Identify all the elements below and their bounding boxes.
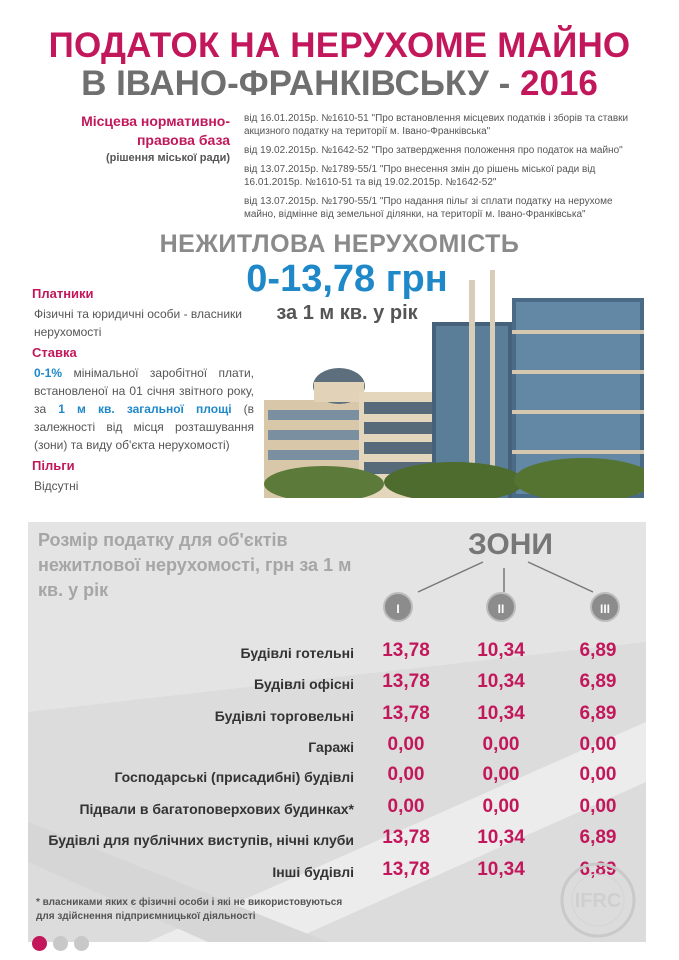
value-zone-1: 0,00 <box>387 796 425 817</box>
zone-2-badge: II <box>486 592 516 622</box>
decision-item: від 16.01.2015р. №1610-51 "Про встановлення місцевих податків і зборів та ставки акцизного податку на території м. Івано-Франківська" <box>244 113 629 137</box>
table-row <box>28 671 646 699</box>
value-zone-2: 10,34 <box>477 703 525 724</box>
value-zone-2: 10,34 <box>477 640 525 661</box>
payers-heading: Платники <box>32 286 94 301</box>
value-zone-3: 0,00 <box>579 764 617 785</box>
zones-label: ЗОНИ <box>468 528 553 561</box>
table-row <box>28 703 646 731</box>
table-row <box>28 640 646 668</box>
pagination <box>32 936 95 956</box>
section-title: НЕЖИТЛОВА НЕРУХОМІСТЬ <box>159 230 520 258</box>
value-zone-1: 13,78 <box>382 859 430 880</box>
table-row <box>28 827 646 855</box>
tax-info <box>32 286 254 499</box>
row-label: Гаражі <box>308 739 354 755</box>
ifrc-logo <box>558 860 638 940</box>
page-title: ПОДАТОК НА НЕРУХОМЕ МАЙНО <box>48 26 631 65</box>
row-label: Інші будівлі <box>272 864 354 880</box>
value-zone-1: 13,78 <box>382 640 430 661</box>
value-zone-2: 0,00 <box>482 734 520 755</box>
value-zone-1: 13,78 <box>382 671 430 692</box>
benefits-text: Відсутні <box>34 479 79 493</box>
value-zone-3: 6,89 <box>579 827 617 848</box>
table-row <box>28 734 646 762</box>
table-row <box>28 796 646 824</box>
page-dot-1[interactable] <box>32 936 47 951</box>
subtitle-year: 2016 <box>520 64 598 103</box>
value-zone-2: 0,00 <box>482 764 520 785</box>
row-label: Будівлі готельні <box>240 645 354 661</box>
table-row <box>28 764 646 792</box>
page-dot-3[interactable] <box>74 936 89 951</box>
payers-text: Фізичні та юридичні особи - власники нерухомості <box>34 307 242 339</box>
value-zone-1: 0,00 <box>387 764 425 785</box>
value-zone-3: 6,89 <box>579 859 617 880</box>
subtitle-city: В ІВАНО-ФРАНКІВСЬКУ - <box>81 64 521 103</box>
decision-item: від 19.02.2015р. №1642-52 "Про затвердження положення про податок на майно" <box>244 145 623 156</box>
rate-heading: Ставка <box>32 345 77 360</box>
price-range: 0-13,78 грн <box>246 258 448 300</box>
tax-table <box>28 522 646 942</box>
page-dot-2[interactable] <box>53 936 68 951</box>
decision-item: від 13.07.2015р. №1790-55/1 "Про надання пільг зі сплати податку на нерухоме майно, відмінне від земельної ділянки, на території м. Івано-Франківська" <box>244 196 613 220</box>
decision-item: від 13.07.2015р. №1789-55/1 "Про внесення змін до рішень міської ради від 16.01.2015р. №1610-51 та від 19.02.2015р. №1642-52" <box>244 164 596 188</box>
benefits-heading: Пільги <box>32 458 75 473</box>
price-unit: за 1 м кв. у рік <box>276 302 418 324</box>
table-row <box>28 859 646 887</box>
value-zone-3: 0,00 <box>579 796 617 817</box>
legal-base-sublabel: (рішення міської ради) <box>105 152 230 164</box>
logo-text: IFRC <box>574 890 622 912</box>
row-label: Будівлі торговельні <box>214 708 354 724</box>
value-zone-2: 10,34 <box>477 671 525 692</box>
page-subtitle <box>0 64 679 104</box>
table-title: Розмір податку для об'єктів нежитлової нерухомості, грн за 1 м кв. у рік <box>38 530 352 600</box>
value-zone-3: 6,89 <box>579 671 617 692</box>
footnote: * власниками яких є фізичні особи і які не використовуються для здійснення підприємницької діяльності <box>36 897 343 922</box>
legal-base-label: Місцева нормативно-правова база <box>81 113 230 148</box>
rate-text-part: мінімальної заробітної плати, встановленої на 01 січня звітного року, за <box>34 366 254 416</box>
value-zone-2: 0,00 <box>482 796 520 817</box>
row-label: Підвали в багатоповерхових будинках* <box>79 801 354 817</box>
rate-text-part: (в залежності від місця розташування (зони) та виду об'єкта нерухомості) <box>34 402 254 452</box>
value-zone-1: 13,78 <box>382 703 430 724</box>
row-label: Господарські (присадибні) будівлі <box>114 769 354 785</box>
value-zone-1: 13,78 <box>382 827 430 848</box>
value-zone-1: 0,00 <box>387 734 425 755</box>
zone-3-badge: III <box>590 592 620 622</box>
row-label: Будівлі для публічних виступів, нічні клуби <box>48 832 354 848</box>
rate-area: 1 м кв. загальної площі <box>58 402 232 416</box>
decisions-list <box>244 112 644 227</box>
value-zone-2: 10,34 <box>477 859 525 880</box>
rate-percent: 0-1% <box>34 366 63 380</box>
zone-1-badge: I <box>383 592 413 622</box>
value-zone-3: 6,89 <box>579 703 617 724</box>
row-label: Будівлі офісні <box>253 676 354 692</box>
value-zone-2: 10,34 <box>477 827 525 848</box>
rate-text <box>34 364 254 454</box>
value-zone-3: 6,89 <box>579 640 617 661</box>
value-zone-3: 0,00 <box>579 734 617 755</box>
